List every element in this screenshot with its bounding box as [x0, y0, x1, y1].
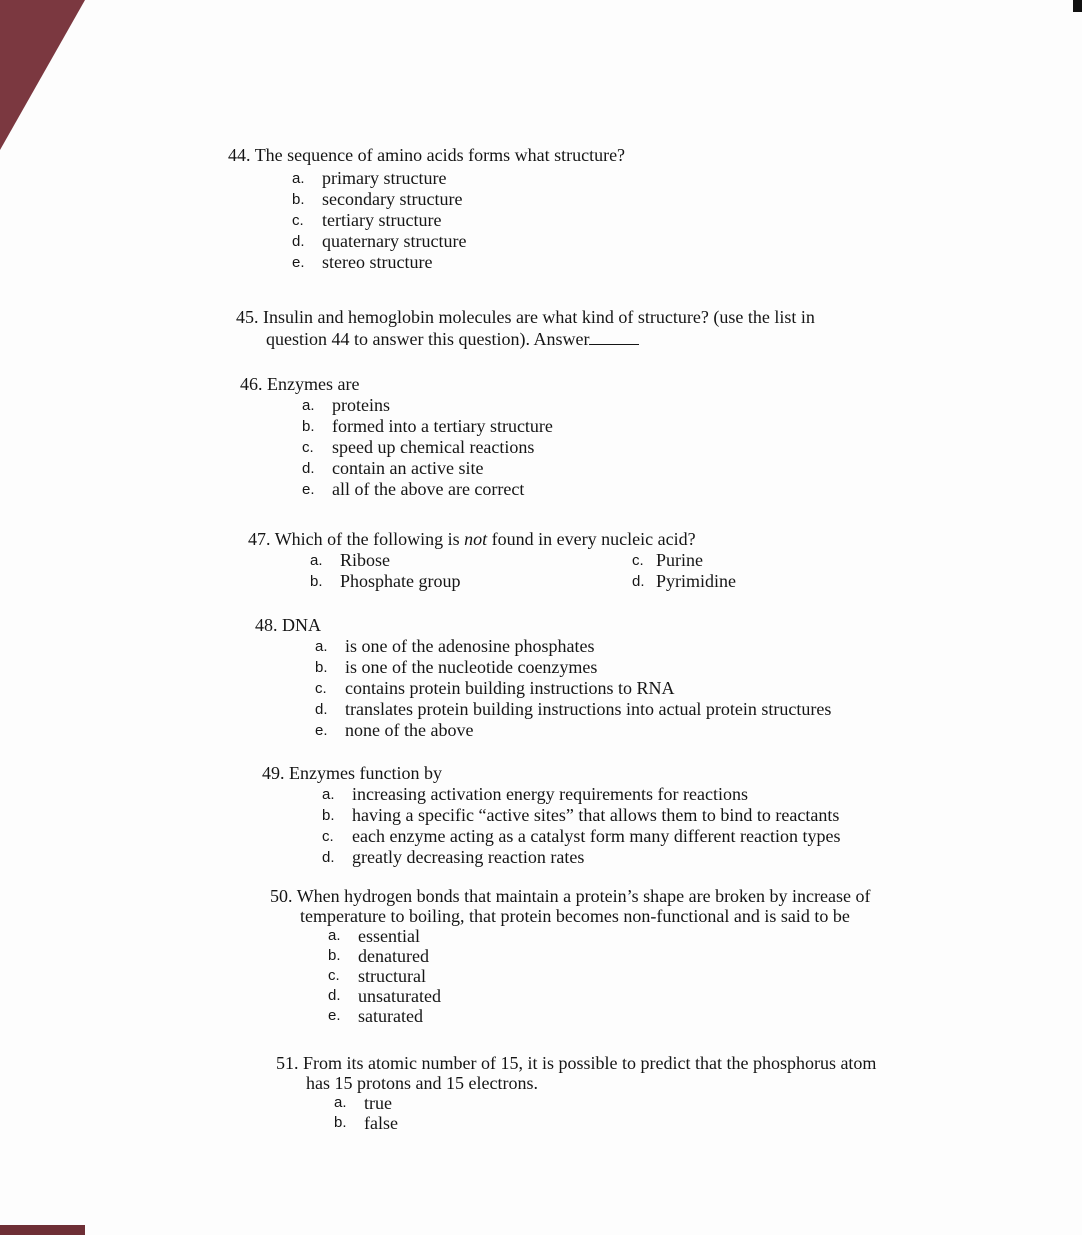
question-47	[248, 528, 736, 592]
option-letter: b.	[328, 947, 341, 964]
option-text: increasing activation energy requirements for reactions	[352, 784, 749, 804]
option-letter: d.	[322, 849, 335, 866]
option	[328, 986, 871, 1006]
option-text: Purine	[656, 550, 703, 570]
question-number: 45.	[236, 307, 259, 327]
option-letter: b.	[292, 191, 305, 208]
option-text: translates protein building instructions into actual protein structures	[345, 699, 832, 719]
option-text: contain an active site	[332, 458, 484, 478]
option-letter: c.	[302, 439, 314, 456]
scan-edge	[0, 1225, 85, 1235]
question-text-line1: When hydrogen bonds that maintain a protein’s shape are broken by increase of	[296, 886, 871, 906]
option	[632, 571, 736, 592]
option	[302, 395, 553, 416]
question-text-before: Which of the following is	[274, 529, 460, 549]
question-text: Enzymes function by	[289, 763, 442, 783]
question-text: The sequence of amino acids forms what structure?	[254, 145, 626, 165]
question-49	[262, 762, 840, 868]
answer-blank[interactable]	[589, 330, 639, 345]
question-number: 44.	[228, 145, 251, 165]
option	[292, 252, 625, 273]
question-45	[236, 306, 815, 350]
question-number: 46.	[240, 374, 263, 394]
question-number: 47.	[248, 529, 271, 549]
question-number: 51.	[276, 1053, 299, 1073]
option-text: primary structure	[322, 168, 447, 188]
option-letter: b.	[302, 418, 315, 435]
option-text: Phosphate group	[340, 571, 461, 591]
question-stem	[270, 886, 871, 906]
option	[632, 550, 736, 571]
option-text: tertiary structure	[322, 210, 442, 230]
option-letter: a.	[292, 170, 305, 187]
question-text-line1: Insulin and hemoglobin molecules are what kind of structure? (use the list in	[263, 307, 815, 327]
option-letter: b.	[322, 807, 335, 824]
question-44	[228, 144, 625, 273]
option-text: proteins	[332, 395, 390, 415]
question-stem	[240, 373, 553, 395]
question-51	[276, 1053, 876, 1133]
question-text: Enzymes are	[267, 374, 360, 394]
options-list	[315, 636, 831, 741]
question-text-line1: From its atomic number of 15, it is possible to predict that the phosphorus atom	[303, 1053, 877, 1073]
option-letter: b.	[310, 573, 323, 590]
option	[328, 946, 871, 966]
option-letter: b.	[315, 659, 328, 676]
option-letter: a.	[328, 927, 341, 944]
option	[302, 437, 553, 458]
option-letter: e.	[292, 254, 305, 271]
option	[328, 966, 871, 986]
option-letter: c.	[292, 212, 304, 229]
question-46	[240, 373, 553, 500]
option	[302, 479, 553, 500]
question-text-emphasis: not	[464, 529, 488, 549]
option	[315, 636, 831, 657]
option-letter: a.	[322, 786, 335, 803]
question-50	[270, 886, 871, 1026]
option-letter: d.	[328, 987, 341, 1004]
question-stem	[228, 144, 625, 166]
question-number: 50.	[270, 886, 293, 906]
option-text: secondary structure	[322, 189, 463, 209]
option-text: none of the above	[345, 720, 474, 740]
option-text: each enzyme acting as a catalyst form many different reaction types	[352, 826, 841, 846]
option-letter: c.	[632, 552, 644, 569]
option	[292, 168, 625, 189]
option-letter: a.	[310, 552, 323, 569]
option-letter: c.	[315, 680, 327, 697]
option	[322, 805, 840, 826]
option	[322, 847, 840, 868]
option-letter: d.	[632, 573, 645, 590]
option-text: speed up chemical reactions	[332, 437, 535, 457]
option-text: Pyrimidine	[656, 571, 736, 591]
question-stem	[236, 306, 815, 328]
option-letter: a.	[302, 397, 315, 414]
question-stem-line2	[236, 328, 815, 350]
options-right	[632, 550, 736, 592]
options-list	[328, 926, 871, 1026]
option-letter: e.	[315, 722, 328, 739]
option	[315, 720, 831, 741]
question-number: 49.	[262, 763, 285, 783]
option	[322, 784, 840, 805]
option-text: all of the above are correct	[332, 479, 525, 499]
option-letter: e.	[328, 1007, 341, 1024]
option	[334, 1093, 876, 1113]
option-text: is one of the adenosine phosphates	[345, 636, 595, 656]
question-stem	[276, 1053, 876, 1073]
option-text: is one of the nucleotide coenzymes	[345, 657, 598, 677]
question-text-after: found in every nucleic acid?	[491, 529, 696, 549]
question-text-line2: temperature to boiling, that protein becomes non-functional and is said to be	[300, 906, 850, 926]
question-48	[255, 614, 831, 741]
question-text-line2: has 15 protons and 15 electrons.	[306, 1073, 538, 1093]
option-letter: d.	[302, 460, 315, 477]
option	[302, 416, 553, 437]
options-list	[334, 1093, 876, 1133]
option-text: greatly decreasing reaction rates	[352, 847, 585, 867]
option	[315, 657, 831, 678]
option	[315, 699, 831, 720]
option	[334, 1113, 876, 1133]
option-letter: c.	[328, 967, 340, 984]
option	[292, 189, 625, 210]
question-stem	[248, 528, 696, 550]
option-text: unsaturated	[358, 986, 441, 1006]
option	[328, 1006, 871, 1026]
option-text: structural	[358, 966, 426, 986]
option-letter: a.	[334, 1094, 347, 1111]
options-list	[322, 784, 840, 868]
option-text: false	[364, 1113, 398, 1133]
binder-corner	[0, 0, 85, 150]
option-text: quaternary structure	[322, 231, 467, 251]
option-text: contains protein building instructions to RNA	[345, 678, 675, 698]
option-letter: d.	[292, 233, 305, 250]
option	[328, 926, 871, 946]
option-text: saturated	[358, 1006, 423, 1026]
option	[302, 458, 553, 479]
scan-mark	[1073, 0, 1082, 12]
option	[315, 678, 831, 699]
option-letter: b.	[334, 1114, 347, 1131]
question-text: DNA	[282, 615, 321, 635]
option-text: stereo structure	[322, 252, 433, 272]
options-grid	[310, 550, 736, 592]
option-text: denatured	[358, 946, 429, 966]
option-text: formed into a tertiary structure	[332, 416, 553, 436]
option-letter: a.	[315, 638, 328, 655]
option-letter: d.	[315, 701, 328, 718]
option	[292, 210, 625, 231]
question-stem-line2	[276, 1073, 876, 1093]
option	[322, 826, 840, 847]
option-text: having a specific “active sites” that allows them to bind to reactants	[352, 805, 840, 825]
option	[292, 231, 625, 252]
question-stem-line2	[270, 906, 871, 926]
options-list	[302, 395, 553, 500]
option-letter: c.	[322, 828, 334, 845]
option-text: Ribose	[340, 550, 391, 570]
option-letter: e.	[302, 481, 315, 498]
option-text: true	[364, 1093, 392, 1113]
question-stem	[255, 614, 831, 636]
question-text-line2: question 44 to answer this question). Answer	[266, 329, 590, 349]
options-list	[292, 168, 625, 273]
option-text: essential	[358, 926, 420, 946]
question-number: 48.	[255, 615, 278, 635]
question-stem	[262, 762, 840, 784]
